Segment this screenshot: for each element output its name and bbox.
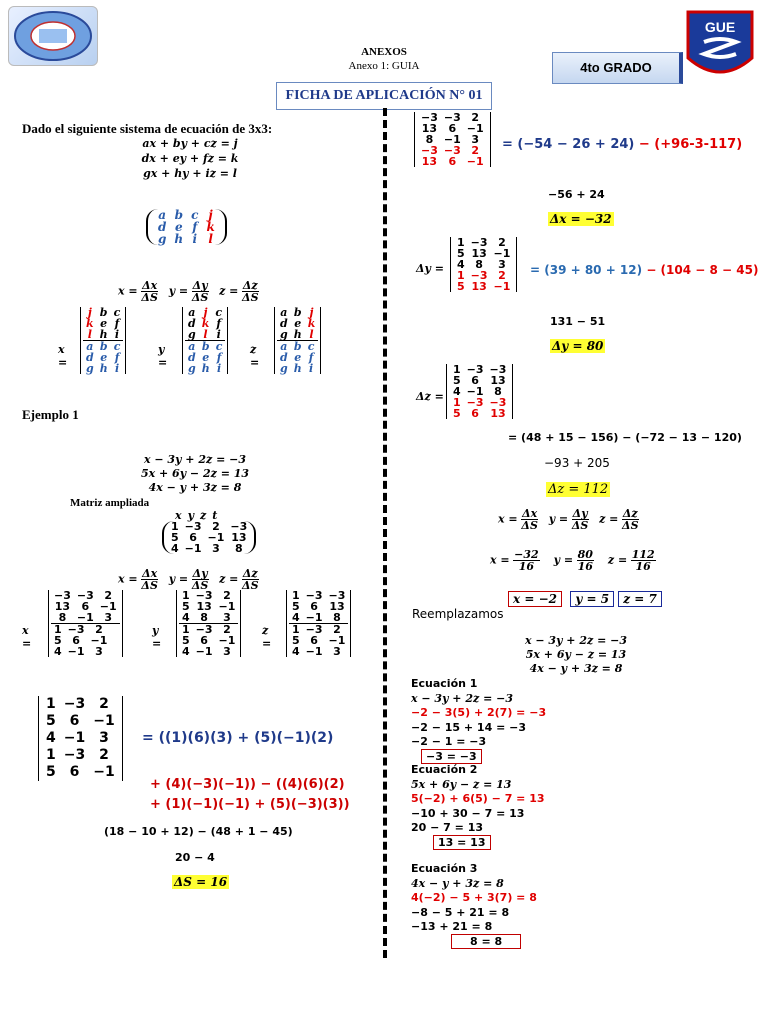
school-logo [8, 6, 98, 66]
dy-step: 131 − 51 [550, 315, 606, 328]
sarrus-line-1: = ((1)(6)(3) + (5)(−1)(2) [142, 730, 334, 746]
s-step-2: 20 − 4 [175, 851, 215, 864]
s-result: ΔS = 16 [174, 875, 228, 889]
grade-badge [552, 52, 683, 84]
dz-step: −93 + 205 [544, 456, 610, 470]
intro-text: Dado el siguiente sistema de ecuación de 3x3: [22, 121, 273, 136]
equation-2-check: Ecuación 2 5x + 6y − z = 13 5(−2) + 6(5) − 7 = 13 −10 + 30 − 7 = 13 20 − 7 = 13 13 = 13 [411, 763, 545, 849]
shield-icon [684, 8, 756, 88]
sheet-title [276, 82, 492, 110]
sarrus-line-3: + (1)(−1)(−1) + (5)(−3)(3)) [150, 797, 350, 812]
right-system: x − 3y + 2z = −3 5x + 6y − z = 13 4x − y + 3z = 8 [524, 634, 627, 675]
solution-z: z = 7 [618, 591, 662, 607]
solution-y: y = 5 [570, 591, 614, 607]
augmented-matrix: x y z t 1 −3 2 −3 5 6 −1 13 4 −1 3 8 [162, 510, 256, 558]
annex-title: ANEXOS [361, 46, 407, 58]
equation-3-check: Ecuación 3 4x − y + 3z = 8 4(−2) − 5 + 3(7) = 8 −8 − 5 + 21 = 8 −13 + 21 = 8 8 = 8 [411, 862, 537, 948]
logo-icon [9, 7, 97, 65]
solution-x: x = −2 [508, 591, 562, 607]
sarrus-z-matrix: 1 −3 −3 5 6 13 4 −1 8 1 −3 −3 5 6 13 [446, 364, 513, 419]
annex-subtitle: Anexo 1: GUIA [348, 60, 420, 72]
dy-result: Δy = 80 [552, 339, 604, 353]
example-system: x − 3y + 2z = −3 5x + 6y − 2z = 13 4x − y + 3z = 8 [140, 453, 250, 494]
dz-result: Δz = 112 [548, 482, 609, 497]
dx-equation: = (−54 − 26 + 24) − (+96-3-117) [502, 137, 743, 152]
dy-label: Δy = [416, 262, 444, 275]
example-title: Ejemplo 1 [22, 407, 79, 422]
cramer-formulas: x = $\frac{\Delta x}{\Delta S}$ y = $\frac{\Delta y}{\Delta S}$ z = $\frac{\Delta z}{\Delta S}$ [118, 279, 259, 304]
general-matrix: a b c j d e f k g h i l [146, 209, 227, 249]
dz-label: Δz = [416, 390, 444, 403]
dx-result: Δx = −32 [550, 212, 612, 226]
equation-1-check: Ecuación 1 x − 3y + 2z = −3 −2 − 3(5) + 2(7) = −3 −2 − 15 + 14 = −3 −2 − 1 = −3 −3 = −3 [411, 677, 547, 763]
sarrus-y-matrix: 1 −3 2 5 13 −1 4 8 3 1 −3 2 5 13 −1 [450, 237, 517, 292]
sheet-title-text: FICHA DE APLICACIÓN N° 01 [285, 88, 483, 103]
cramer-formulas-example: x = $\frac{\Delta x}{\Delta S}$ y = $\frac{\Delta y}{\Delta S}$ z = $\frac{\Delta z}{\Delta S}$ [118, 567, 259, 592]
dy-equation: = (39 + 80 + 12) − (104 − 8 − 45) [530, 263, 759, 277]
general-system: ax + by + cz = j dx + ey + fz = k gx + hy + iz = l [141, 137, 239, 180]
sarrus-s-matrix: 1 −3 2 5 6 −1 4 −1 3 1 −3 2 5 6 −1 [38, 696, 123, 781]
svg-text:GUE: GUE [704, 19, 736, 35]
sarrus-line-2: + (4)(−3)(−1)) − ((4)(6)(2) [150, 777, 345, 792]
grade-label: 4to GRADO [580, 60, 652, 75]
dz-equation: = (48 + 15 − 156) − (−72 − 13 − 120) [508, 431, 742, 444]
solution-boxes [508, 592, 662, 606]
s-step-1: (18 − 10 + 12) − (48 + 1 − 45) [104, 825, 293, 838]
sarrus-x-matrix: −3 −3 2 13 6 −1 8 −1 3 −3 −3 2 13 6 −1 [414, 112, 491, 167]
numeric-fractions: x = $\frac{-32}{16}$ y = $\frac{80}{16}$ z = $\frac{112}{16}$ [490, 548, 655, 573]
gue-logo [684, 8, 756, 88]
dx-step: −56 + 24 [548, 188, 605, 201]
replace-label: Reemplazamos [412, 607, 504, 621]
augmented-label: Matriz ampliada [70, 497, 150, 509]
column-divider [383, 108, 387, 958]
right-cramer-formulas: x = $\frac{\Delta x}{\Delta S}$ y = $\frac{\Delta y}{\Delta S}$ z = $\frac{\Delta z}{\Delta S}$ [498, 507, 639, 532]
